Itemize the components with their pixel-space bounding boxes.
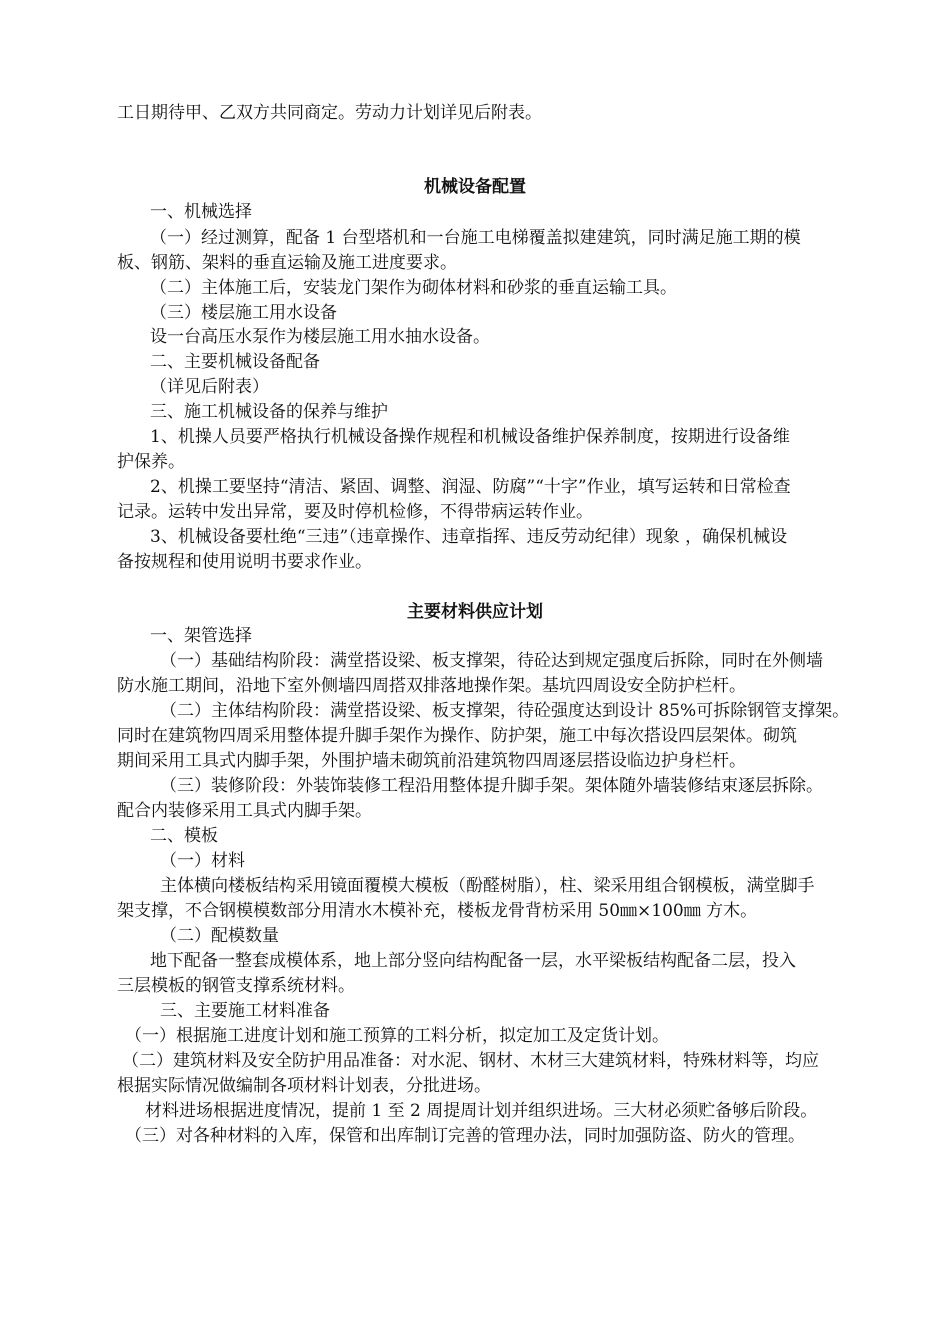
paragraph-line: （二）建筑材料及安全防护用品准备：对水泥、钢材、木材三大建筑材料，特殊材料等，均应 (122, 1051, 819, 1071)
paragraph-line: （二）配模数量 (160, 926, 279, 946)
paragraph-line: 地下配备一整套成模体系，地上部分竖向结构配备一层，水平梁板结构配备二层，投入 (150, 951, 796, 971)
paragraph-line: （三）对各种材料的入库，保管和出库制订完善的管理办法，同时加强防盗、防火的管理。 (125, 1126, 805, 1146)
paragraph-line: （一）根据施工进度计划和施工预算的工料分析，拟定加工及定货计划。 (125, 1026, 669, 1046)
paragraph-line: 同时在建筑物四周采用整体提升脚手架作为操作、防护架，施工中每次搭设四层架体。砌筑 (117, 726, 797, 746)
paragraph-line: 2、机操工要坚持“清洁、紧固、调整、润湿、防腐”“十字”作业，填写运转和日常检查 (150, 477, 791, 497)
paragraph-line: （详见后附表） (150, 377, 269, 397)
section-title-materials: 主要材料供应计划 (407, 602, 543, 622)
paragraph-line: 配合内装修采用工具式内脚手架。 (117, 801, 372, 821)
paragraph-line: 架支撑，不合钢模模数部分用清水木模补充，楼板龙骨背枋采用 50㎜×100㎜ 方木。 (117, 901, 758, 921)
paragraph-line: （三）楼层施工用水设备 (150, 303, 337, 323)
paragraph-line: 板、钢筋、架料的垂直运输及施工进度要求。 (117, 253, 457, 273)
heading-material-preparation: 三、主要施工材料准备 (160, 1001, 330, 1021)
paragraph-line: 期间采用工具式内脚手架，外围护墙未砌筑前沿建筑物四周逐层搭设临边护身栏杆。 (117, 751, 746, 771)
paragraph-line: 三层模板的钢管支撑系统材料。 (117, 976, 355, 996)
paragraph-line: 根据实际情况做编制各项材料计划表，分批进场。 (117, 1076, 491, 1096)
paragraph-line: 材料进场根据进度情况，提前 1 至 2 周提周计划并组织进场。三大材必须贮备够后阶段。 (145, 1101, 818, 1121)
paragraph-line: 主体横向楼板结构采用镜面覆模大模板（酚醛树脂），柱、梁采用组合钢模板，满堂脚手 (160, 876, 815, 896)
heading-machine-selection: 一、机械选择 (150, 202, 252, 222)
paragraph-line: 设一台高压水泵作为楼层施工用水抽水设备。 (150, 327, 490, 347)
paragraph-line: 记录。运转中发出异常，要及时停机检修，不得带病运转作业。 (117, 502, 593, 522)
paragraph-line: （二）主体施工后，安装龙门架作为砌体材料和砂浆的垂直运输工具。 (150, 278, 677, 298)
paragraph-line: 3、机械设备要杜绝“三违”（违章操作、违章指挥、违反劳动纪律）现象 ，确保机械设 (150, 527, 788, 547)
paragraph-line: （三）装修阶段：外装饰装修工程沿用整体提升脚手架。架体随外墙装修结束逐层拆除。 (160, 776, 823, 796)
paragraph-line: （一）经过测算，配备 1 台型塔机和一台施工电梯覆盖拟建建筑，同时满足施工期的模 (150, 228, 801, 248)
heading-maintenance: 三、施工机械设备的保养与维护 (150, 402, 388, 422)
paragraph-line: （二）主体结构阶段：满堂搭设梁、板支撑架，待砼强度达到设计 85%可拆除钢管支撑架。 (160, 701, 850, 721)
section-title-machinery: 机械设备配置 (424, 177, 526, 197)
paragraph-line: （一）基础结构阶段：满堂搭设梁、板支撑架，待砼达到规定强度后拆除，同时在外侧墙 (160, 651, 823, 671)
paragraph-line: （一）材料 (160, 851, 245, 871)
heading-formwork: 二、模板 (150, 826, 218, 846)
heading-scaffold-selection: 一、架管选择 (150, 626, 252, 646)
paragraph-line: 护保养。 (117, 452, 185, 472)
paragraph-line: 备按规程和使用说明书要求作业。 (117, 552, 372, 572)
paragraph-line: 1、机操人员要严格执行机械设备操作规程和机械设备维护保养制度，按期进行设备维 (150, 427, 790, 447)
intro-line: 工日期待甲、乙双方共同商定。劳动力计划详见后附表。 (117, 103, 542, 123)
paragraph-line: 防水施工期间，沿地下室外侧墙四周搭双排落地操作架。基坑四周设安全防护栏杆。 (117, 676, 746, 696)
heading-equipment-allocation: 二、主要机械设备配备 (150, 352, 320, 372)
